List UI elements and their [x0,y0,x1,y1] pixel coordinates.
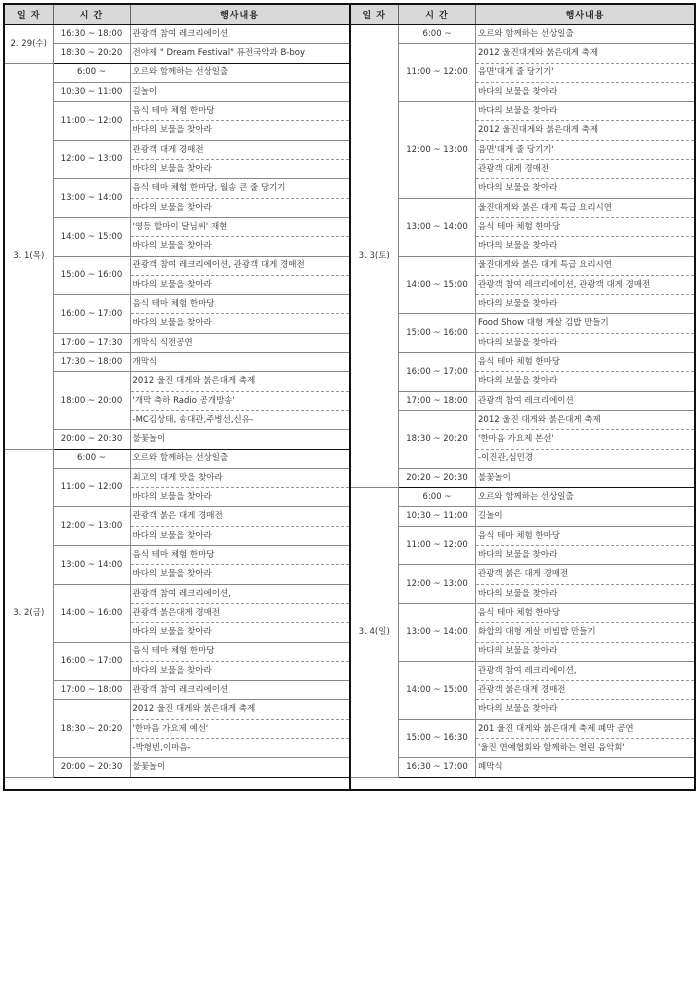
event-cell: 바다의 보물을 찾아라 [130,198,349,217]
schedule-row [351,25,695,44]
schedule-row [5,372,349,391]
event-cell: 관광객 붉은 대게 경매전 [130,507,349,526]
time-slot-cell: 16:00 ~ 17:00 [53,642,130,681]
event-cell: 바다의 보물을 찾아라 [476,179,695,198]
time-slot-cell: 6:00 ~ [53,63,130,82]
schedule-row [5,353,349,372]
time-slot-cell: 13:00 ~ 14:00 [399,198,476,256]
time-slot-cell: 10:30 ~ 11:00 [399,507,476,526]
schedule-row [351,44,695,63]
event-cell: 음식 테마 체험 한마당, 월송 큰 줄 당기기 [130,179,349,198]
event-cell: 2012 울진 대게와 붉은대게 축제 [130,372,349,391]
time-slot-cell: 12:00 ~ 13:00 [399,102,476,198]
time-slot-cell: 11:00 ~ 12:00 [53,468,130,507]
day-date-cell: 3. 2(금) [5,449,53,777]
schedule-row [351,758,695,777]
event-cell: 오르와 함께하는 선상일출 [130,63,349,82]
header-row [351,5,695,25]
schedule-row [5,468,349,487]
header-date: 일 자 [351,5,399,25]
event-cell: 음식 테마 체험 한마당 [476,526,695,545]
schedule-row [5,102,349,121]
time-slot-cell: 17:00 ~ 18:00 [53,681,130,700]
event-cell: 울진대게와 붉은 대게 특급 요리시연 [476,256,695,275]
event-cell: 바다의 보물을 찾아라 [476,82,695,101]
event-cell: 바다의 보물을 찾아라 [476,333,695,352]
event-cell: 관광객 붉은대게 경매전 [130,603,349,622]
schedule-row [351,314,695,333]
event-cell: 관광객 참여 레크리에이션, [476,661,695,680]
day-date-cell: 2. 29(수) [5,25,53,64]
event-cell: 바다의 보물을 찾아라 [476,584,695,603]
time-slot-cell: 16:30 ~ 18:00 [53,25,130,44]
schedule-row [351,565,695,584]
time-slot-cell: 12:00 ~ 13:00 [399,565,476,604]
schedule-row [5,449,349,468]
time-slot-cell: 16:30 ~ 17:00 [399,758,476,777]
time-slot-cell: 14:00 ~ 15:00 [399,256,476,314]
time-slot-cell: 12:00 ~ 13:00 [53,507,130,546]
schedule-table-right [351,5,695,778]
schedule-row [351,391,695,410]
event-cell: 바다의 보물을 찾아라 [130,565,349,584]
time-slot-cell: 16:00 ~ 17:00 [399,353,476,392]
schedule-row [351,603,695,622]
schedule-row [5,82,349,101]
event-cell: 길놀이 [130,82,349,101]
event-cell: '울진 연예협회와 함께하는 열린 음악회' [476,738,695,757]
time-slot-cell: 6:00 ~ [53,449,130,468]
header-event: 행사내용 [130,5,349,25]
schedule-right-column [351,5,695,789]
event-cell: 바다의 보물을 찾아라 [476,102,695,121]
event-cell: 개막식 식전공연 [130,333,349,352]
event-cell: 바다의 보물을 찾아라 [476,642,695,661]
schedule-body-left [5,25,349,778]
day-date-cell: 3. 4(일) [351,488,399,777]
event-cell: -이진관,심민경 [476,449,695,468]
event-cell: 불꽃놀이 [476,468,695,487]
event-cell: 전야제 " Dream Festival" 퓨전국악과 B-boy [130,44,349,63]
schedule-table-left [5,5,349,778]
time-slot-cell: 16:00 ~ 17:00 [53,295,130,334]
schedule-row [5,430,349,449]
event-cell: 음식 테마 체험 한마당 [476,353,695,372]
schedule-row [351,488,695,507]
time-slot-cell: 12:00 ~ 13:00 [53,140,130,179]
time-slot-cell: 18:00 ~ 20:00 [53,372,130,430]
event-cell: 관광객 참여 레크리에이션 [130,25,349,44]
time-slot-cell: 11:00 ~ 12:00 [399,44,476,102]
event-cell: 바다의 보물을 찾아라 [130,488,349,507]
time-slot-cell: 17:00 ~ 18:00 [399,391,476,410]
event-cell: 바다의 보물을 찾아라 [476,372,695,391]
schedule-row [5,758,349,777]
event-cell: 개막식 [130,353,349,372]
day-date-cell: 3. 1(목) [5,63,53,449]
schedule-body-right [351,25,695,778]
event-cell: 길놀이 [476,507,695,526]
event-cell: 불꽃놀이 [130,430,349,449]
header-event: 행사내용 [476,5,695,25]
time-slot-cell: 11:00 ~ 12:00 [399,526,476,565]
event-cell: '한마음 가요제 본선' [476,430,695,449]
event-cell: 바다의 보물을 찾아라 [130,623,349,642]
schedule-row [5,63,349,82]
schedule-row [5,507,349,526]
event-cell: 음식 테마 체험 한마당 [130,102,349,121]
event-cell: 오르와 함께하는 선상일출 [476,488,695,507]
event-cell: 관광객 대게 경매전 [476,160,695,179]
schedule-row [351,256,695,275]
schedule-row [5,700,349,719]
time-slot-cell: 20:20 ~ 20:30 [399,468,476,487]
time-slot-cell: 15:00 ~ 16:00 [399,314,476,353]
event-cell: 관광객 참여 레크리에이션 [476,391,695,410]
event-cell: 관광객 대게 경매전 [130,140,349,159]
time-slot-cell: 14:00 ~ 15:00 [53,217,130,256]
event-cell: 바다의 보물을 찾아라 [476,546,695,565]
schedule-row [351,468,695,487]
event-cell: 오르와 함께하는 선상일출 [130,449,349,468]
event-cell: 관광객 참여 레크리에이션, 관광객 대게 경매전 [476,275,695,294]
schedule-row [351,353,695,372]
schedule-row [351,526,695,545]
time-slot-cell: 11:00 ~ 12:00 [53,102,130,141]
schedule-row [5,25,349,44]
event-cell: 음식 테마 체험 한마당 [476,603,695,622]
event-cell: 바다의 보물을 찾아라 [130,314,349,333]
time-slot-cell: 20:00 ~ 20:30 [53,430,130,449]
event-cell: 바다의 보물을 찾아라 [130,237,349,256]
schedule-row [351,719,695,738]
schedule-row [5,140,349,159]
event-cell: 2012 울진대게와 붉은대게 축제 [476,121,695,140]
event-cell: 바다의 보물을 찾아라 [130,526,349,545]
time-slot-cell: 18:30 ~ 20:20 [53,700,130,758]
schedule-row [5,546,349,565]
schedule-row [5,584,349,603]
event-cell: 울진대게와 붉은 대게 특급 요리시연 [476,198,695,217]
event-cell: Food Show 대형 게살 김밥 만들기 [476,314,695,333]
time-slot-cell: 17:00 ~ 17:30 [53,333,130,352]
header-time: 시 간 [53,5,130,25]
schedule-row [5,681,349,700]
festival-schedule-sheet [3,3,696,791]
time-slot-cell: 6:00 ~ [399,25,476,44]
event-cell: '영등 할마이 달님씨' 재현 [130,217,349,236]
schedule-row [5,256,349,275]
event-cell: '개막 축하 Radio 공개방송' [130,391,349,410]
event-cell: 2012 울진대게와 붉은대게 축제 [476,44,695,63]
time-slot-cell: 15:00 ~ 16:30 [399,719,476,758]
event-cell: 2012 울진 대게와 붉은대게 축제 [130,700,349,719]
schedule-row [351,410,695,429]
event-cell: 음식 테마 체험 한마당 [130,546,349,565]
event-cell: 화합의 대형 게살 비빔밥 만들기 [476,623,695,642]
event-cell: 바다의 보물을 찾아라 [130,275,349,294]
time-slot-cell: 13:00 ~ 14:00 [399,603,476,661]
schedule-row [351,661,695,680]
event-cell: 음식 테마 체험 한마당 [130,642,349,661]
event-cell: 관광객 참여 레크리에이션 [130,681,349,700]
event-cell: 폐막식 [476,758,695,777]
time-slot-cell: 18:30 ~ 20:20 [399,410,476,468]
event-cell: 바다의 보물을 찾아라 [476,295,695,314]
event-cell: 음면'대게 줄 당기기' [476,140,695,159]
event-cell: 오르와 함께하는 선상일출 [476,25,695,44]
schedule-row [351,102,695,121]
time-slot-cell: 6:00 ~ [399,488,476,507]
event-cell: 불꽃놀이 [130,758,349,777]
time-slot-cell: 13:00 ~ 14:00 [53,546,130,585]
time-slot-cell: 18:30 ~ 20:20 [53,44,130,63]
event-cell: -박형빈,이마음- [130,738,349,757]
event-cell: 음면'대게 줄 당기기' [476,63,695,82]
time-slot-cell: 10:30 ~ 11:00 [53,82,130,101]
event-cell: 바다의 보물을 찾아라 [130,121,349,140]
header-row [5,5,349,25]
schedule-row [5,44,349,63]
event-cell: 바다의 보물을 찾아라 [476,237,695,256]
event-cell: 음식 테마 체험 한마당 [130,295,349,314]
event-cell: 최고의 대게 맛을 찾아라 [130,468,349,487]
event-cell: 바다의 보물을 찾아라 [130,160,349,179]
event-cell: 음식 테마 체험 한마당 [476,217,695,236]
event-cell: 관광객 참여 레크리에이션, 관광객 대게 경매전 [130,256,349,275]
schedule-left-column [5,5,351,789]
event-cell: 201 울진 대게와 붉은대게 축제 폐막 공연 [476,719,695,738]
schedule-row [5,642,349,661]
event-cell: 바다의 보물을 찾아라 [476,700,695,719]
event-cell: 관광객 붉은 대게 경매전 [476,565,695,584]
day-date-cell: 3. 3(토) [351,25,399,488]
header-time: 시 간 [399,5,476,25]
event-cell: -MC김상태, 송대관,주병선,신유- [130,410,349,429]
schedule-row [5,295,349,314]
time-slot-cell: 17:30 ~ 18:00 [53,353,130,372]
time-slot-cell: 14:00 ~ 15:00 [399,661,476,719]
time-slot-cell: 14:00 ~ 16:00 [53,584,130,642]
header-date: 일 자 [5,5,53,25]
schedule-row [5,217,349,236]
event-cell: 2012 울진 대게와 붉은대게 축제 [476,410,695,429]
event-cell: 관광객 참여 레크리에이션, [130,584,349,603]
schedule-row [5,333,349,352]
time-slot-cell: 20:00 ~ 20:30 [53,758,130,777]
schedule-row [5,179,349,198]
time-slot-cell: 15:00 ~ 16:00 [53,256,130,295]
schedule-row [351,198,695,217]
event-cell: '한마음 가요제 예선' [130,719,349,738]
event-cell: 관광객 붉은대게 경매전 [476,681,695,700]
event-cell: 바다의 보물을 찾아라 [130,661,349,680]
schedule-row [351,507,695,526]
time-slot-cell: 13:00 ~ 14:00 [53,179,130,218]
